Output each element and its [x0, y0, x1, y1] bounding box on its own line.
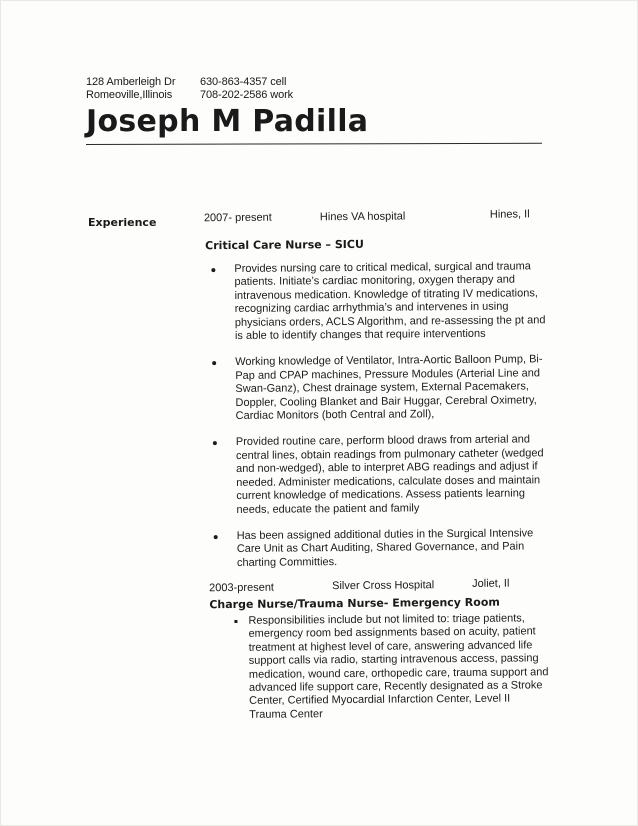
- job-duties-list: [248, 612, 569, 722]
- duty-line: support calls via radio, starting intravenous access, passing: [248, 652, 539, 668]
- work-phone: 708-202-2586 work: [200, 89, 294, 101]
- bullet-dot-icon: [213, 442, 217, 446]
- duty-line: Responsibilities include but not limited to: triage patients,: [248, 612, 525, 627]
- duty-line: intravenous medication. Knowledge of titrating IV medications,: [234, 287, 538, 302]
- job-employer: Silver Cross Hospital: [332, 579, 435, 593]
- bullet-square-icon: [234, 620, 237, 623]
- duty-line: medication, wound care, orthopedic care, trauma support and: [248, 665, 549, 681]
- duty-line: Doppler, Cooling Blanket and Bair Huggar, Cerebral Oximetry,: [235, 393, 537, 409]
- duty-line: Has been assigned additional duties in the Surgical Intensive: [236, 527, 534, 542]
- duty-line: recognizing cardiac arrhythmia’s and intervenes in using: [234, 300, 509, 316]
- bullet-dot-icon: [211, 268, 215, 272]
- job-employer: Hines VA hospital: [319, 210, 406, 224]
- duty-item: [236, 434, 567, 517]
- duty-line: Working knowledge of Ventilator, Intra-Aortic Balloon Pump, Bi-: [235, 353, 543, 369]
- duty-item: [235, 354, 566, 424]
- duty-line: Provided routine care, perform blood draws from arterial and: [235, 433, 531, 449]
- duty-line: Center, Certified Myocardial Infarction Center, Level II: [249, 693, 511, 708]
- duty-item: [237, 527, 567, 570]
- job-location: Hines, Il: [489, 208, 530, 221]
- duty-line: needs, educate the patient and family: [236, 501, 420, 516]
- city-state: Romeoville,Illinois: [86, 89, 173, 101]
- job-title: Charge Nurse/Trauma Nurse- Emergency Room: [209, 595, 500, 612]
- duty-line: is able to identify changes that require interventions: [234, 327, 486, 342]
- duty-line: Swan-Ganz), Chest drainage system, External Pacemakers,: [235, 380, 529, 396]
- duty-line: current knowledge of medications. Assess patients learning: [236, 487, 525, 503]
- job-dates: 2007- present: [203, 211, 272, 225]
- duty-item: [234, 260, 565, 343]
- duty-line: advanced life support care, Recently designated as a Stroke: [248, 679, 543, 694]
- candidate-name: Joseph M Padilla: [86, 104, 369, 139]
- header-divider: [86, 143, 542, 145]
- bullet-dot-icon: [212, 362, 216, 366]
- cell-phone: 630-863-4357 cell: [200, 76, 287, 88]
- duty-line: charting Committies.: [236, 555, 338, 569]
- duty-line: treatment at highest level of care, answering advanced life: [248, 639, 533, 654]
- job-title: Critical Care Nurse – SICU: [205, 237, 364, 253]
- duty-line: Pap and CPAP machines, Pressure Modules (Arterial Line and: [235, 367, 541, 382]
- duty-line: central lines, obtain readings from pulmonary catheter (wedged: [235, 447, 544, 462]
- duty-line: Cardiac Monitors (both Central and Zoll),: [235, 408, 435, 423]
- job-location: Joliet, Il: [472, 577, 510, 590]
- duty-item: [248, 612, 569, 722]
- duty-line: physicians orders, ACLS Algorithm, and re-assessing the pt and: [234, 313, 546, 329]
- bullet-dot-icon: [214, 535, 218, 539]
- duty-line: and non-wedged), able to interpret ABG readings and adjust if: [236, 460, 538, 476]
- phone-block: [200, 76, 293, 102]
- street-address: 128 Amberleigh Dr: [86, 76, 176, 88]
- section-label-experience: Experience: [88, 216, 157, 229]
- job-dates: 2003-present: [209, 581, 275, 595]
- duty-line: Trauma Center: [249, 708, 323, 721]
- duty-line: Provides nursing care to critical medical, surgical and trauma: [234, 260, 531, 275]
- duty-line: needed. Administer medications, calculate doses and maintain: [236, 473, 541, 489]
- duty-line: emergency room bed assignments based on acuity, patient: [248, 625, 536, 641]
- duty-line: Care Unit as Chart Auditing, Shared Governance, and Pain: [236, 540, 525, 556]
- job-duties-list: [234, 260, 567, 570]
- address-block: [86, 76, 175, 102]
- duty-line: patients. Initiate’s cardiac monitoring, oxygen therapy and: [234, 273, 515, 289]
